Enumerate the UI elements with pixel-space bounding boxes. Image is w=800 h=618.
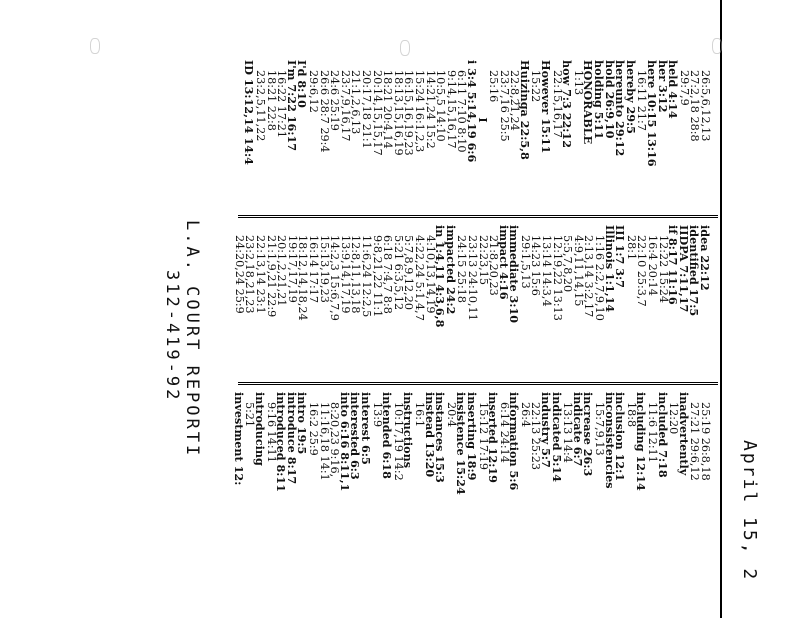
index-entry: 18:12,14,18,24 [296,235,310,321]
index-entry: 2:13,14 3:2,17 [582,235,596,318]
index-entry: 24:6 25:19 [328,70,342,131]
index-entry: HONORABLE [581,60,596,145]
index-entry: 19:17,17,19 [285,235,299,303]
index-entry: Huizinga 22:5,8 [517,60,532,160]
index-entry: hereby 29:5 [623,60,638,134]
index-entry: 23:7,16 25:5 [497,70,511,142]
index-column-3 [233,392,710,542]
index-entry: 23:13 24:10,11 [465,235,479,321]
index-entry: 14:21,24 15:2 [423,70,437,149]
index-entry: 28:1 [624,235,638,261]
index-entry: 22:23,15 [476,235,490,286]
scan-speck [400,40,410,56]
index-entry: how 7:3 22:12 [560,60,575,148]
column-divider-1 [238,215,718,218]
index-entry: 29:6,12 [307,70,321,113]
index-entry: 15:22 [529,70,543,103]
index-entry: 1:16 2:2,7,9,10 [593,235,607,321]
index-entry: instructions [401,392,416,469]
index-entry: 9:16 14:11 [264,402,278,463]
index-entry: 14:23 15:6 [529,235,543,296]
index-entry: holding 5:11 [592,60,607,140]
index-entry: 26:6 28:7 29:4 [317,70,331,153]
index-entry: immediate 3:10 [507,225,522,324]
index-entry: 22:8,21,24 [508,70,522,131]
index-entry: introducing [253,392,268,466]
index-entry: 23:7,9,16,17 [338,70,352,142]
index-entry: 22:15,16,17 [550,70,564,138]
index-entry: 25:16 [487,70,501,103]
index-entry: in 1:4,11 4:3,6,8 [433,225,448,328]
index-entry: inadvertently [676,392,691,476]
index-entry: I'd 8:10 [295,60,310,108]
index-entry: 16:4 20:14 [646,235,660,296]
index-entry: 6:11 7:10 8:10 [455,70,469,153]
index-entry: 24:15 25:18 [455,235,469,304]
index-entry: 13:14 14:3,4 [540,235,554,307]
index-entry: introduce 8:17 [284,392,299,485]
page-date: April 15, 2 [739,440,760,582]
index-entry: 5:21 6:3,5,12 [391,235,405,311]
index-entry: intro 19:5 [295,392,310,455]
index-entry: introduced 8:11 [274,392,289,492]
index-entry: 15:13,19,23 [317,235,331,303]
index-entry: 13:9,14,17,19 [338,235,352,314]
index-entry: instead 13:20 [422,392,437,478]
index-entry: 22:10 25:3,7 [635,235,649,307]
index-entry: 11:6,24 12:2,5 [360,235,373,318]
index-entry: into 6:16 8:11,1 [337,392,352,492]
index-entry: 15:7,9,13 [593,402,607,456]
index-entry: 18:8 [624,402,638,428]
index-entry: 27:2,18 28:8 [688,70,702,142]
index-entry: intended 6:18 [380,392,395,479]
index-entry: 23:2,5,11,22 [254,70,268,142]
index-entry: 4:10,13,14,19 [423,235,437,314]
index-entry: 14:2,3 15:6,7,9 [328,235,342,321]
index-entry: impacted 24:2 [443,225,458,315]
index-entry: 16:2 25:9 [307,402,321,456]
index-entry: interested 6:3 [348,392,363,480]
index-entry: 5:7,8,9,12,20 [402,235,416,310]
index-entry: 16:1 [412,402,426,428]
index-entry: hold 26:9,10 [602,60,617,139]
index-entry: 21:8,20,23 [487,235,501,296]
index-entry: 6:14 24:14 [497,402,511,463]
index-entry: 6:18 7:4,7 8:8 [381,235,395,314]
index-entry: including 12:14 [634,392,649,491]
index-entry: 20:1,2,21,21 [275,235,289,307]
index-entry: information 5:6 [507,392,522,491]
index-entry: 22:13,14 23:1 [254,235,268,314]
scan-speck [90,38,100,54]
index-entry: 15:12 17:19 [476,402,490,471]
index-entry: 9:8,21,22 11:1 [370,235,384,318]
index-entry: inconsistencies [602,392,617,489]
index-entry: III 1:7 3:7 [613,225,628,288]
footer-phone: 312-419-92 [162,270,182,403]
index-entry: 12:8,11,13,18 [349,235,363,314]
index-entry: 18:21 22:8 [264,70,278,131]
index-entry: 8:20,23 9:16, [328,402,342,478]
index-entry: hereunto 29:12 [613,60,628,157]
index-entry: held 4:14 [666,60,681,119]
index-column-2 [233,225,710,375]
index-entry: 18:13,15,16,19 [391,70,405,156]
index-entry: 12:19,22 13:13 [550,235,564,321]
index-entry: if 8:17 11:16 [666,225,681,305]
index-entry: 12:22 15:24 [656,235,670,304]
index-entry: 20:4 [444,402,458,428]
index-column-1 [244,60,710,210]
index-entry: investment 12: [231,392,246,486]
index-entry: 26:5,6,12,13 [699,70,712,142]
index-entry: 11:6 12:11 [646,402,660,463]
index-entry: 13:9 [370,402,384,428]
index-entry: 5:5,7,8,20 [561,235,575,293]
index-entry: 16:15,16,19,23 [402,70,416,156]
index-entry: 23:2,18,21,23 [243,235,257,314]
index-entry: 15:24 16:1,2,3 [412,70,426,153]
index-entry: 21:1,9,21 22:9 [264,235,278,318]
index-entry: IIDPA 7:11,17 [676,225,691,313]
index-entry: 1:13 [571,70,585,96]
index-entry: indicate 6:7 [570,392,585,467]
index-entry: indicated 5:14 [549,392,564,483]
index-entry: 12:20 [667,402,681,435]
index-entry: 29:1,5,13 [518,235,532,289]
index-entry: 18:21 20:4,14 [381,70,395,149]
index-entry: included 7:18 [655,392,670,478]
index-entry: inserting 18:9 [464,392,479,481]
index-letter-heading: I [475,117,490,123]
index-entry: 26:4 [518,402,532,428]
rotated-index-page [80,0,800,618]
index-entry: 25:19 26:8,18 [699,402,712,481]
index-entry: 10:5,5 14:10 [434,70,448,142]
index-entry: 22:13 25:23 [529,402,543,471]
index-entry: inserted 12:19 [486,392,501,483]
footer-reporter: L.A. COURT REPORTI [182,220,202,459]
index-entry: I'm 7:22 16:17 [284,60,299,152]
index-entry: inclusion 12:1 [613,392,628,482]
index-entry: 4:9,11,14,15 [571,235,585,307]
index-entry: 27:21 29:6,12 [688,402,702,481]
index-entry: 16:11 21:7 [635,70,649,131]
index-entry: impact 4:16 [496,225,511,300]
scan-speck [712,38,722,54]
index-entry: ID 13:12,14 14:4 [242,60,257,165]
index-entry: 9:14,15,16,17 [444,70,458,149]
index-entry: increase 26:3 [581,392,596,477]
index-entry: Illinois 1:1,14 [602,225,617,313]
index-entry: 20:17,18 21:1 [360,70,373,149]
index-entry: 5:21 [243,402,257,428]
index-entry: 21:1,2,6,13 [349,70,363,135]
index-entry: 16:22 17:21 [275,70,289,139]
index-entry: 20:14,15,15,17 [370,70,384,156]
index-entry: 16:14 17:17 [307,235,321,304]
index-entry: here 10:15 13:16 [645,60,660,167]
frame-top-rule [720,0,722,618]
index-entry: insistence 15:24 [454,392,469,495]
index-entry: identified 17:5 [687,225,702,317]
index-entry: 29:7,9 [677,70,691,106]
index-entry: interest 6:5 [359,392,373,465]
column-divider-2 [238,382,718,385]
index-entry: 24:20,24 25:9 [232,235,246,314]
index-entry: instances 15:3 [433,392,448,483]
index-entry: 10:17,19 14:2 [391,402,405,481]
index-entry: her 3:12 [655,60,670,113]
index-entry: i 3:4 5:14,19 6:6 [464,60,479,163]
index-entry: 11:16,18 14:1 [317,402,331,481]
index-entry: industry 5:7 [539,392,554,468]
index-entry: idea 22:12 [698,225,712,291]
index-entry: However 15:11 [539,60,554,154]
index-entry: 4:22,24 5:1,4,7 [412,235,426,321]
index-entry: 13:13 14:4 [561,402,575,463]
